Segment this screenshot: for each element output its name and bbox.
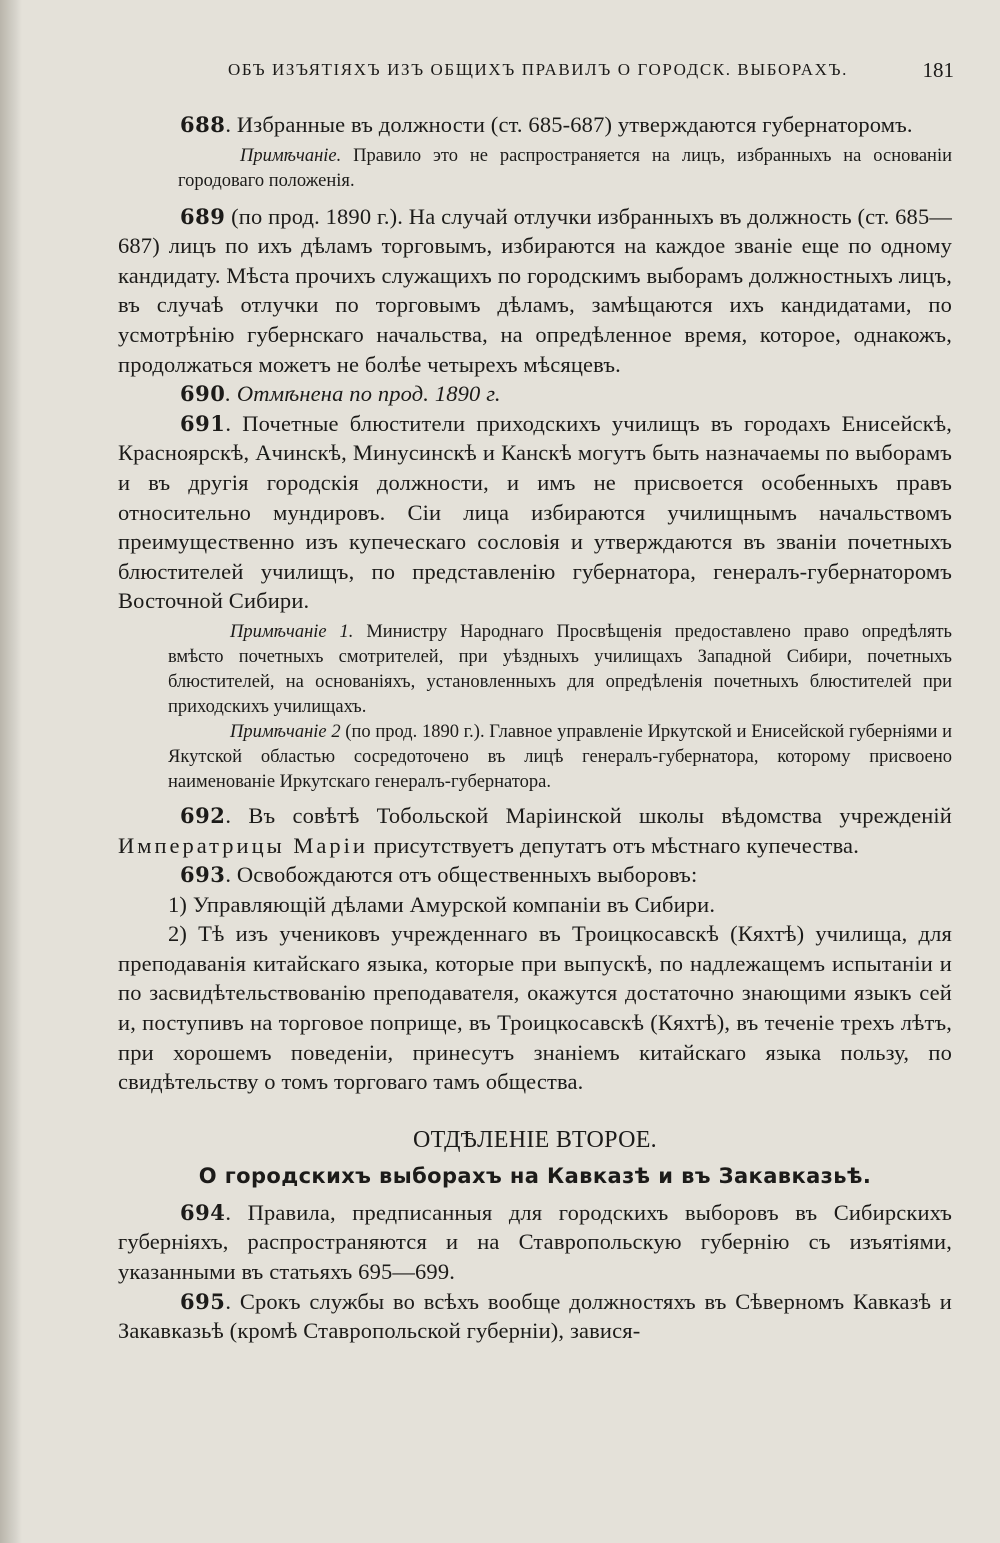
section-title: ОТДѢЛЕНІЕ ВТОРОЕ.	[413, 1126, 657, 1153]
article-688	[118, 110, 952, 140]
article-text: присутствуетъ депутатъ отъ мѣстнаго купечества.	[367, 832, 859, 858]
note-label: Примѣчаніе 2	[230, 721, 341, 742]
note-688	[178, 144, 952, 194]
note-label: Примѣчаніе.	[240, 145, 342, 166]
article-text: . Срокъ службы во всѣхъ вообще должностяхъ въ Сѣверномъ Кавказѣ и Закавказьѣ (кромѣ Ставропольской губерніи), завися-	[118, 1288, 952, 1344]
article-number: 688	[180, 112, 226, 137]
article-693-item-2: 2) Тѣ изъ учениковъ учрежденнаго въ Троицкосавскѣ (Кяхтѣ) училища, для преподаванія китайскаго языка, которые при выпускѣ, по надлежащемъ испытаніи и по засвидѣтельствованію преподавателя, окажутся достаточно знающими языкъ сей и, поступивъ на торговое поприще, въ Троицкосавскѣ (Кяхтѣ), въ теченіе трехъ лѣтъ, при хорошемъ поведеніи, принесутъ знаніемъ китайскаго языка пользу, по свидѣтельству о томъ торговаго тамъ общества.	[118, 921, 952, 1095]
note-text: (по прод. 1890 г.). Главное управленіе Иркутской и Енисейской губерніями и Якутской областью сосредоточено въ лицѣ генералъ-губернатора, которому присвоено наименованіе Иркутскаго генералъ-губернатора.	[168, 721, 952, 792]
article-690	[118, 379, 952, 409]
article-693-item-1: 1) Управляющій дѣлами Амурской компаніи въ Сибири.	[168, 891, 716, 917]
article-number: 690	[180, 381, 226, 407]
article-693	[118, 860, 952, 890]
article-695	[118, 1287, 952, 1346]
section-subtitle: О городскихъ выборахъ на Кавказѣ и въ Закавказьѣ.	[198, 1163, 872, 1188]
article-text: . Почетные блюстители приходскихъ училищъ въ городахъ Енисейскѣ, Красноярскѣ, Ачинскѣ, Минусинскѣ и Канскѣ могутъ быть назначаемы по выборамъ и въ другія городскія должности, и имъ не присвоется особенныхъ правъ относительно мундировъ. Сіи лица избираются училищнымъ начальствомъ преимущественно изъ купеческаго сословія и утверждаются въ званіи почетныхъ блюстителей училищъ, по представленію губернатора, генералъ-губернаторомъ Восточной Сибири.	[118, 410, 952, 614]
article-692	[118, 801, 952, 860]
article-number: 694	[180, 1199, 226, 1225]
page-header	[120, 58, 954, 86]
note-text: Министру Народнаго Просвѣщенія предоставлено право опредѣлять вмѣсто почетныхъ смотрителей, при уѣздныхъ училищахъ Западной Сибири, почетныхъ блюстителей, на основаніяхъ, установленныхъ для опредѣленія почетныхъ блюстителей при приходскихъ училищахъ.	[168, 621, 952, 717]
running-head: ОБЪ ИЗЪЯТІЯХЪ ИЗЪ ОБЩИХЪ ПРАВИЛЪ О ГОРОДСК. ВЫБОРАХЪ.	[228, 60, 848, 79]
article-spaced-text: Императрицы Маріи	[118, 832, 368, 858]
article-text: . Избранные въ должности (ст. 685-687) утверждаются губернаторомъ.	[225, 112, 913, 137]
article-text: . Правила, предписанныя для городскихъ выборовъ въ Сибирскихъ губерніяхъ, распространяются и на Ставропольскую губернію съ изъятіями, указанными въ статьяхъ 695—699.	[118, 1199, 952, 1285]
page-gutter-shadow	[0, 0, 22, 1543]
page-body	[118, 110, 952, 1346]
note-691-1	[168, 620, 952, 720]
page-number: 181	[922, 58, 954, 82]
note-text: Правило это не распространяется на лицъ, избранныхъ на основаніи городоваго положенія.	[178, 145, 952, 191]
article-text: (по прод. 1890 г.). На случай отлучки избранныхъ въ должность (ст. 685—687) лицъ по ихъ дѣламъ торговымъ, избираются на каждое званіе еще по одному кандидату. Мѣста прочихъ служащихъ по городскимъ выборамъ должностныхъ лицъ, въ случаѣ отлучки по торговымъ дѣламъ, замѣщаются ихъ кандидатами, по усмотрѣнію губернскаго начальства, на опредѣленное время, которое, однакожъ, продолжаться можетъ не болѣе четырехъ мѣсяцевъ.	[118, 203, 953, 377]
article-text: . Въ совѣтѣ Тобольской Маріинской школы вѣдомства учрежденій	[225, 802, 952, 828]
article-number: 693	[180, 862, 226, 888]
article-689	[118, 202, 952, 380]
article-number: 689	[180, 203, 226, 229]
article-number: 691	[180, 410, 226, 436]
article-text: . Отмѣнена по прод. 1890 г.	[225, 381, 501, 407]
note-label: Примѣчаніе 1.	[230, 621, 354, 642]
note-691-2	[168, 720, 952, 795]
article-text: . Освобождаются отъ общественныхъ выборовъ:	[225, 862, 698, 888]
article-694	[118, 1198, 952, 1287]
article-number: 692	[180, 802, 226, 828]
article-691	[118, 409, 952, 616]
article-number: 695	[180, 1288, 226, 1314]
